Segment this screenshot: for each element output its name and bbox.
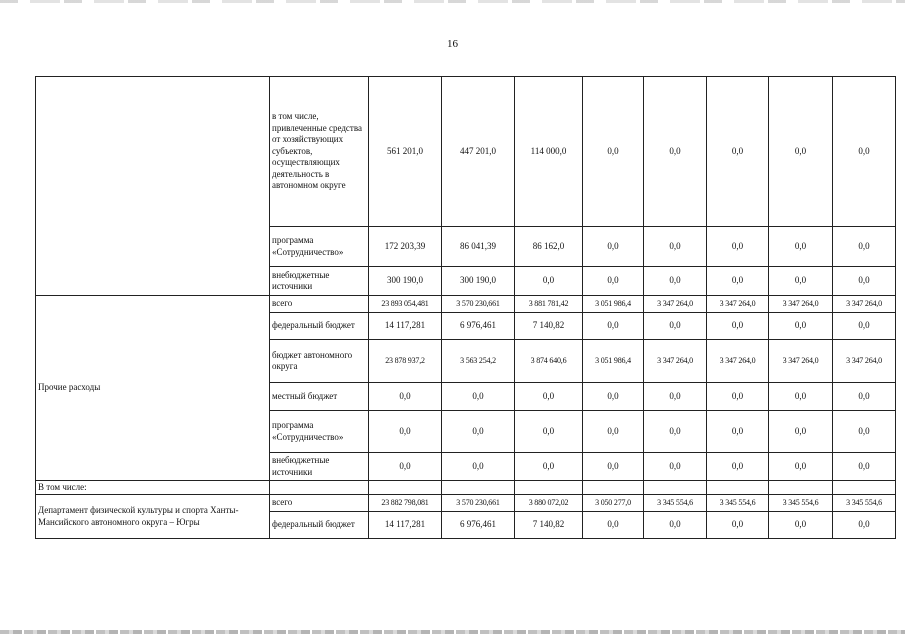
row-label: федеральный бюджет	[270, 512, 369, 539]
table-row	[36, 495, 896, 512]
value-cell: 3 347 264,0	[644, 340, 707, 383]
value-cell: 7 140,82	[515, 512, 583, 539]
value-cell: 0,0	[369, 383, 442, 411]
row-label: в том числе, привлеченные средства от хозяйствующих субъектов, осуществляющих деятельность в автономном округе	[270, 77, 369, 227]
budget-table	[35, 76, 896, 539]
value-cell: 0,0	[707, 512, 769, 539]
table-row	[36, 296, 896, 313]
value-cell: 0,0	[833, 453, 896, 481]
value-cell: 0,0	[833, 227, 896, 267]
value-cell: 0,0	[833, 512, 896, 539]
row-label: внебюджетные источники	[270, 453, 369, 481]
value-cell: 0,0	[442, 383, 515, 411]
value-cell: 0,0	[442, 411, 515, 453]
value-cell: 23 893 054,481	[369, 296, 442, 313]
value-cell: 3 347 264,0	[707, 340, 769, 383]
value-cell: 3 347 264,0	[833, 296, 896, 313]
value-cell: 3 347 264,0	[769, 296, 833, 313]
row-label: всего	[270, 495, 369, 512]
value-cell: 0,0	[583, 411, 644, 453]
row-label: программа «Сотрудничество»	[270, 227, 369, 267]
row-label: внебюджетные источники	[270, 267, 369, 296]
value-cell: 0,0	[515, 267, 583, 296]
value-cell: 0,0	[583, 313, 644, 340]
empty-cell	[515, 481, 583, 495]
value-cell: 23 882 798,081	[369, 495, 442, 512]
value-cell: 0,0	[583, 227, 644, 267]
value-cell: 447 201,0	[442, 77, 515, 227]
value-cell: 0,0	[769, 383, 833, 411]
value-cell: 172 203,39	[369, 227, 442, 267]
value-cell: 0,0	[583, 453, 644, 481]
value-cell: 0,0	[515, 411, 583, 453]
value-cell: 3 050 277,0	[583, 495, 644, 512]
value-cell: 0,0	[644, 77, 707, 227]
value-cell: 0,0	[833, 383, 896, 411]
value-cell: 3 051 986,4	[583, 340, 644, 383]
value-cell: 3 570 230,661	[442, 296, 515, 313]
value-cell: 0,0	[769, 512, 833, 539]
value-cell: 23 878 937,2	[369, 340, 442, 383]
value-cell: 0,0	[707, 453, 769, 481]
value-cell: 7 140,82	[515, 313, 583, 340]
empty-cell	[583, 481, 644, 495]
value-cell: 0,0	[644, 383, 707, 411]
value-cell: 86 041,39	[442, 227, 515, 267]
value-cell: 0,0	[644, 313, 707, 340]
group-title-prochie: Прочие расходы	[36, 296, 270, 481]
empty-cell	[270, 481, 369, 495]
empty-cell	[707, 481, 769, 495]
row-label: федеральный бюджет	[270, 313, 369, 340]
value-cell: 561 201,0	[369, 77, 442, 227]
value-cell: 3 881 781,42	[515, 296, 583, 313]
value-cell: 0,0	[583, 383, 644, 411]
value-cell: 300 190,0	[442, 267, 515, 296]
value-cell: 0,0	[707, 411, 769, 453]
value-cell: 0,0	[644, 512, 707, 539]
value-cell: 14 117,281	[369, 512, 442, 539]
value-cell: 3 347 264,0	[644, 296, 707, 313]
value-cell: 0,0	[644, 453, 707, 481]
value-cell: 0,0	[769, 227, 833, 267]
table-row	[36, 481, 896, 495]
value-cell: 3 347 264,0	[707, 296, 769, 313]
page-number: 16	[447, 38, 458, 50]
value-cell: 0,0	[833, 267, 896, 296]
value-cell: 0,0	[707, 227, 769, 267]
value-cell: 86 162,0	[515, 227, 583, 267]
value-cell: 0,0	[583, 267, 644, 296]
subheading: В том числе:	[36, 481, 270, 495]
row-label: программа «Сотрудничество»	[270, 411, 369, 453]
value-cell: 3 563 254,2	[442, 340, 515, 383]
empty-cell	[369, 481, 442, 495]
value-cell: 0,0	[769, 453, 833, 481]
value-cell: 3 345 554,6	[769, 495, 833, 512]
value-cell: 14 117,281	[369, 313, 442, 340]
value-cell: 3 347 264,0	[769, 340, 833, 383]
value-cell: 0,0	[833, 77, 896, 227]
row-label: бюджет автономного округа	[270, 340, 369, 383]
value-cell: 0,0	[644, 227, 707, 267]
value-cell: 0,0	[369, 453, 442, 481]
value-cell: 0,0	[369, 411, 442, 453]
empty-cell	[833, 481, 896, 495]
empty-group-cell	[36, 77, 270, 296]
group-title-department: Департамент физической культуры и спорта Ханты-Мансийского автономного округа – Югры	[36, 495, 270, 539]
empty-cell	[769, 481, 833, 495]
value-cell: 0,0	[644, 267, 707, 296]
value-cell: 3 051 986,4	[583, 296, 644, 313]
value-cell: 0,0	[769, 77, 833, 227]
value-cell: 0,0	[442, 453, 515, 481]
value-cell: 3 345 554,6	[833, 495, 896, 512]
value-cell: 0,0	[707, 383, 769, 411]
value-cell: 3 874 640,6	[515, 340, 583, 383]
value-cell: 3 345 554,6	[707, 495, 769, 512]
value-cell: 0,0	[769, 411, 833, 453]
value-cell: 300 190,0	[369, 267, 442, 296]
value-cell: 114 000,0	[515, 77, 583, 227]
value-cell: 0,0	[644, 411, 707, 453]
row-label: местный бюджет	[270, 383, 369, 411]
row-label: всего	[270, 296, 369, 313]
value-cell: 3 345 554,6	[644, 495, 707, 512]
value-cell: 3 347 264,0	[833, 340, 896, 383]
value-cell: 0,0	[769, 267, 833, 296]
value-cell: 0,0	[769, 313, 833, 340]
value-cell: 0,0	[583, 512, 644, 539]
value-cell: 3 880 072,02	[515, 495, 583, 512]
value-cell: 0,0	[833, 411, 896, 453]
value-cell: 0,0	[707, 267, 769, 296]
value-cell: 0,0	[515, 453, 583, 481]
value-cell: 0,0	[833, 313, 896, 340]
value-cell: 3 570 230,661	[442, 495, 515, 512]
empty-cell	[644, 481, 707, 495]
scan-edge-bottom	[0, 630, 905, 634]
empty-cell	[442, 481, 515, 495]
value-cell: 6 976,461	[442, 313, 515, 340]
table-row	[36, 77, 896, 227]
value-cell: 0,0	[707, 77, 769, 227]
value-cell: 0,0	[583, 77, 644, 227]
value-cell: 0,0	[515, 383, 583, 411]
scan-edge-top	[0, 0, 905, 3]
value-cell: 0,0	[707, 313, 769, 340]
value-cell: 6 976,461	[442, 512, 515, 539]
